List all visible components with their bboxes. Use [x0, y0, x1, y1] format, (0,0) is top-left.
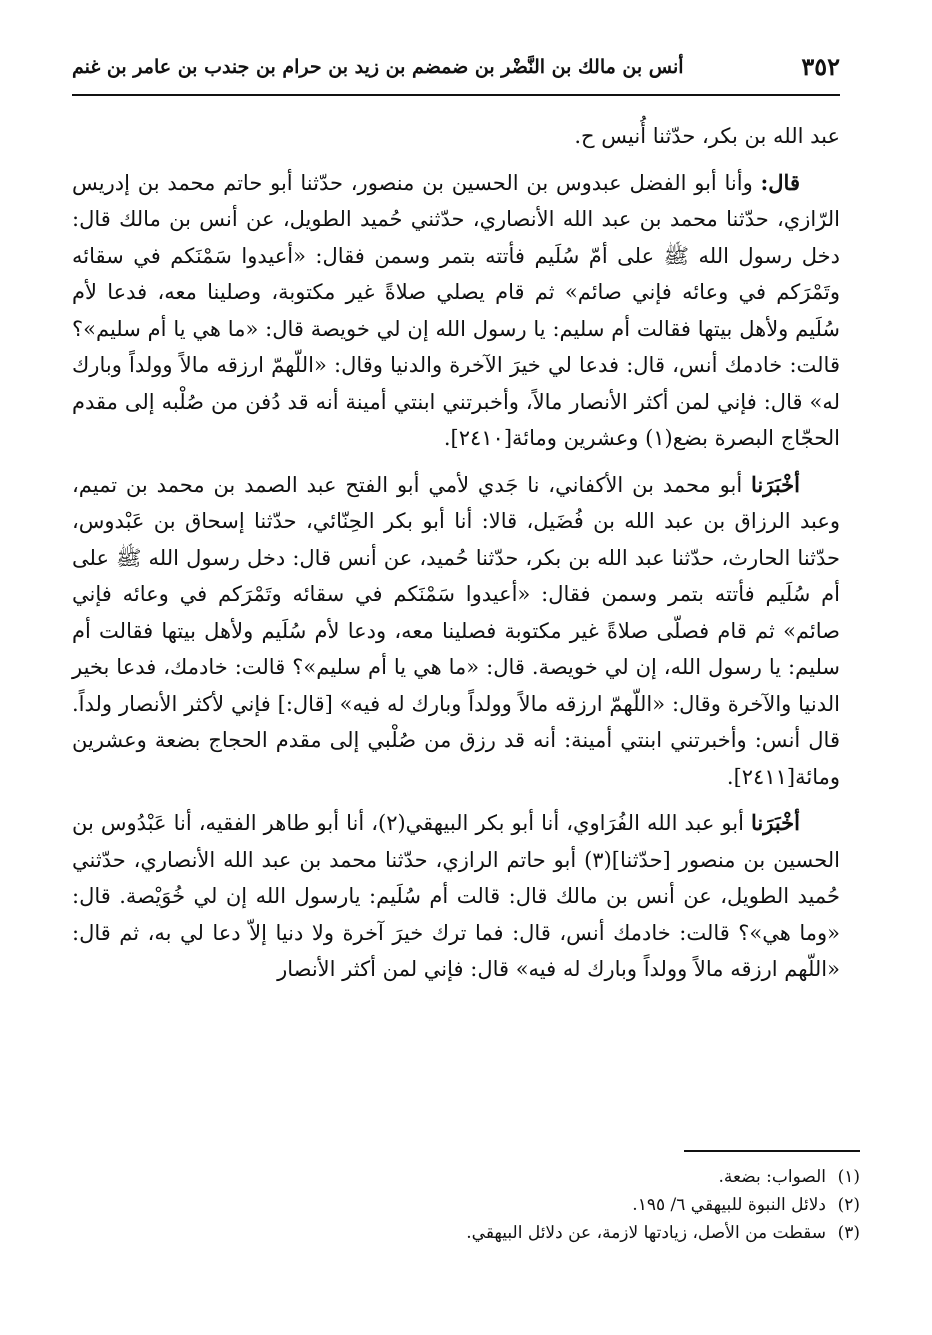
paragraph-2-text: أبو محمد بن الأكفاني، نا جَدي لأمي أبو الفتح عبد الصمد بن محمد بن تميم، وعبد الرزاق بن عبد الله بن فُضَيل، قالا: أنا أبو بكر الحِنّائي، حدّثنا إسحاق بن عَبْدوس، حدّثنا الحارث، حدّثنا عبد الله بن بكر، حدّثنا حُميد، عن أنس قال: دخل رسول الله ﷺ على أم سُلَيم فأتته بتمر وسمن فقال: «أعيدوا سَمْنَكم في سقائه وتَمْرَكم في وعائه فإني صائم» ثم قام فصلّى صلاةً غير مكتوبة فصلينا معه، ودعا لأم سُلَيم ولأهل بيتها فقالت أم سليم: يا رسول الله، إن لي خويصة. قال: «ما هي يا أم سليم»؟ قالت: خادمك، فدعا بخير الدنيا والآخرة وقال: «اللّهمّ ارزقه مالاً وولداً وبارك له فيه» [قال:] فإني لأكثر الأنصار ولداً. قال أنس: وأخبرتني ابنتي أمينة: أنه قد رزق من صُلْبي إلى مقدم الحجاج بضعة وعشرين ومائة[٢٤١١]. [72, 472, 840, 789]
paragraph-3 [72, 805, 840, 988]
paragraph-2-lead: أخْبَرَنا [751, 471, 800, 497]
footnote [92, 1163, 860, 1191]
footnote-number: (٢) [837, 1195, 860, 1215]
footnotes [92, 1163, 860, 1247]
running-title: أنس بن مالك بن النَّضْر بن ضمضم بن زيد بن حرام بن جندب بن عامر بن غنم [72, 56, 684, 78]
page-number: ٣٥٢ [801, 52, 840, 81]
paragraph-2 [72, 467, 840, 796]
paragraph-1-lead: قال: [760, 169, 800, 195]
paragraph-1-text: وأنا أبو الفضل عبدوس بن الحسين بن منصور، حدّثنا أبو حاتم محمد بن إدريس الرّازي، حدّثنا محمد بن عبد الله الأنصاري، حدّثني حُميد الطويل، عن أنس بن مالك قال: دخل رسول الله ﷺ على أمّ سُلَيم فأتته بتمر وسمن فقال: «أعيدوا سَمْنَكم في سقائه وتَمْرَكم في وعائه فإني صائم» ثم قام يصلي صلاةً غير مكتوبة، وصلينا معه، فدعا لأم سُلَيم ولأهل بيتها فقالت أم سليم: يا رسول الله إن لي خويصة قال: «ما هي يا أم سليم»؟ قالت: خادمك أنس، قال: فدعا لي خيرَ الآخرة والدنيا وقال: «اللّهمّ ارزقه مالاً وولداً وبارك له» قال: فإني لمن أكثر الأنصار مالاً، وأخبرتني ابنتي أمينة أنه قد دُفن من صُلْبه إلى مقدم الحجّاج البصرة بضع(١) وعشرين ومائة[٢٤١٠]. [72, 170, 840, 450]
opening-line: عبد الله بن بكر، حدّثنا أُنيس ح. [574, 124, 840, 148]
footnote-number: (١) [837, 1167, 860, 1187]
paragraph-1 [72, 165, 840, 457]
footnote-number: (٣) [837, 1223, 860, 1243]
footnote-text: دلائل النبوة للبيهقي ٦/ ١٩٥. [632, 1195, 826, 1215]
header-rule [72, 94, 840, 96]
footnote-text: الصواب: بضعة. [718, 1167, 826, 1187]
footnote [92, 1219, 860, 1247]
page-header [72, 52, 840, 98]
footnote-rule [684, 1150, 860, 1152]
footnote-text: سقطت من الأصل، زيادتها لازمة، عن دلائل البيهقي. [466, 1223, 826, 1243]
main-text [72, 118, 840, 998]
paragraph-3-text: أبو عبد الله الفُرَاوي، أنا أبو بكر البيهقي(٢)، أنا أبو طاهر الفقيه، أنا عَبْدُوس بن الحسين بن منصور [حدّثنا](٣) أبو حاتم الرازي، حدّثنا محمد بن عبد الله الأنصاري، حدّثني حُميد الطويل، عن أنس بن مالك قال: قالت أم سُلَيم: يارسول الله إن لي خُوَيْصة. قال: «وما هي»؟ قالت: خادمك أنس، قال: فما ترك خيرَ آخرة ولا دنيا إلاّ دعا لي به، ثم قال: «اللّهم ارزقه مالاً وولداً وبارك له فيه» قال: فإني لمن أكثر الأنصار [72, 811, 841, 981]
paragraph-3-lead: أخْبَرَنا [751, 810, 800, 835]
footnote [92, 1191, 860, 1219]
